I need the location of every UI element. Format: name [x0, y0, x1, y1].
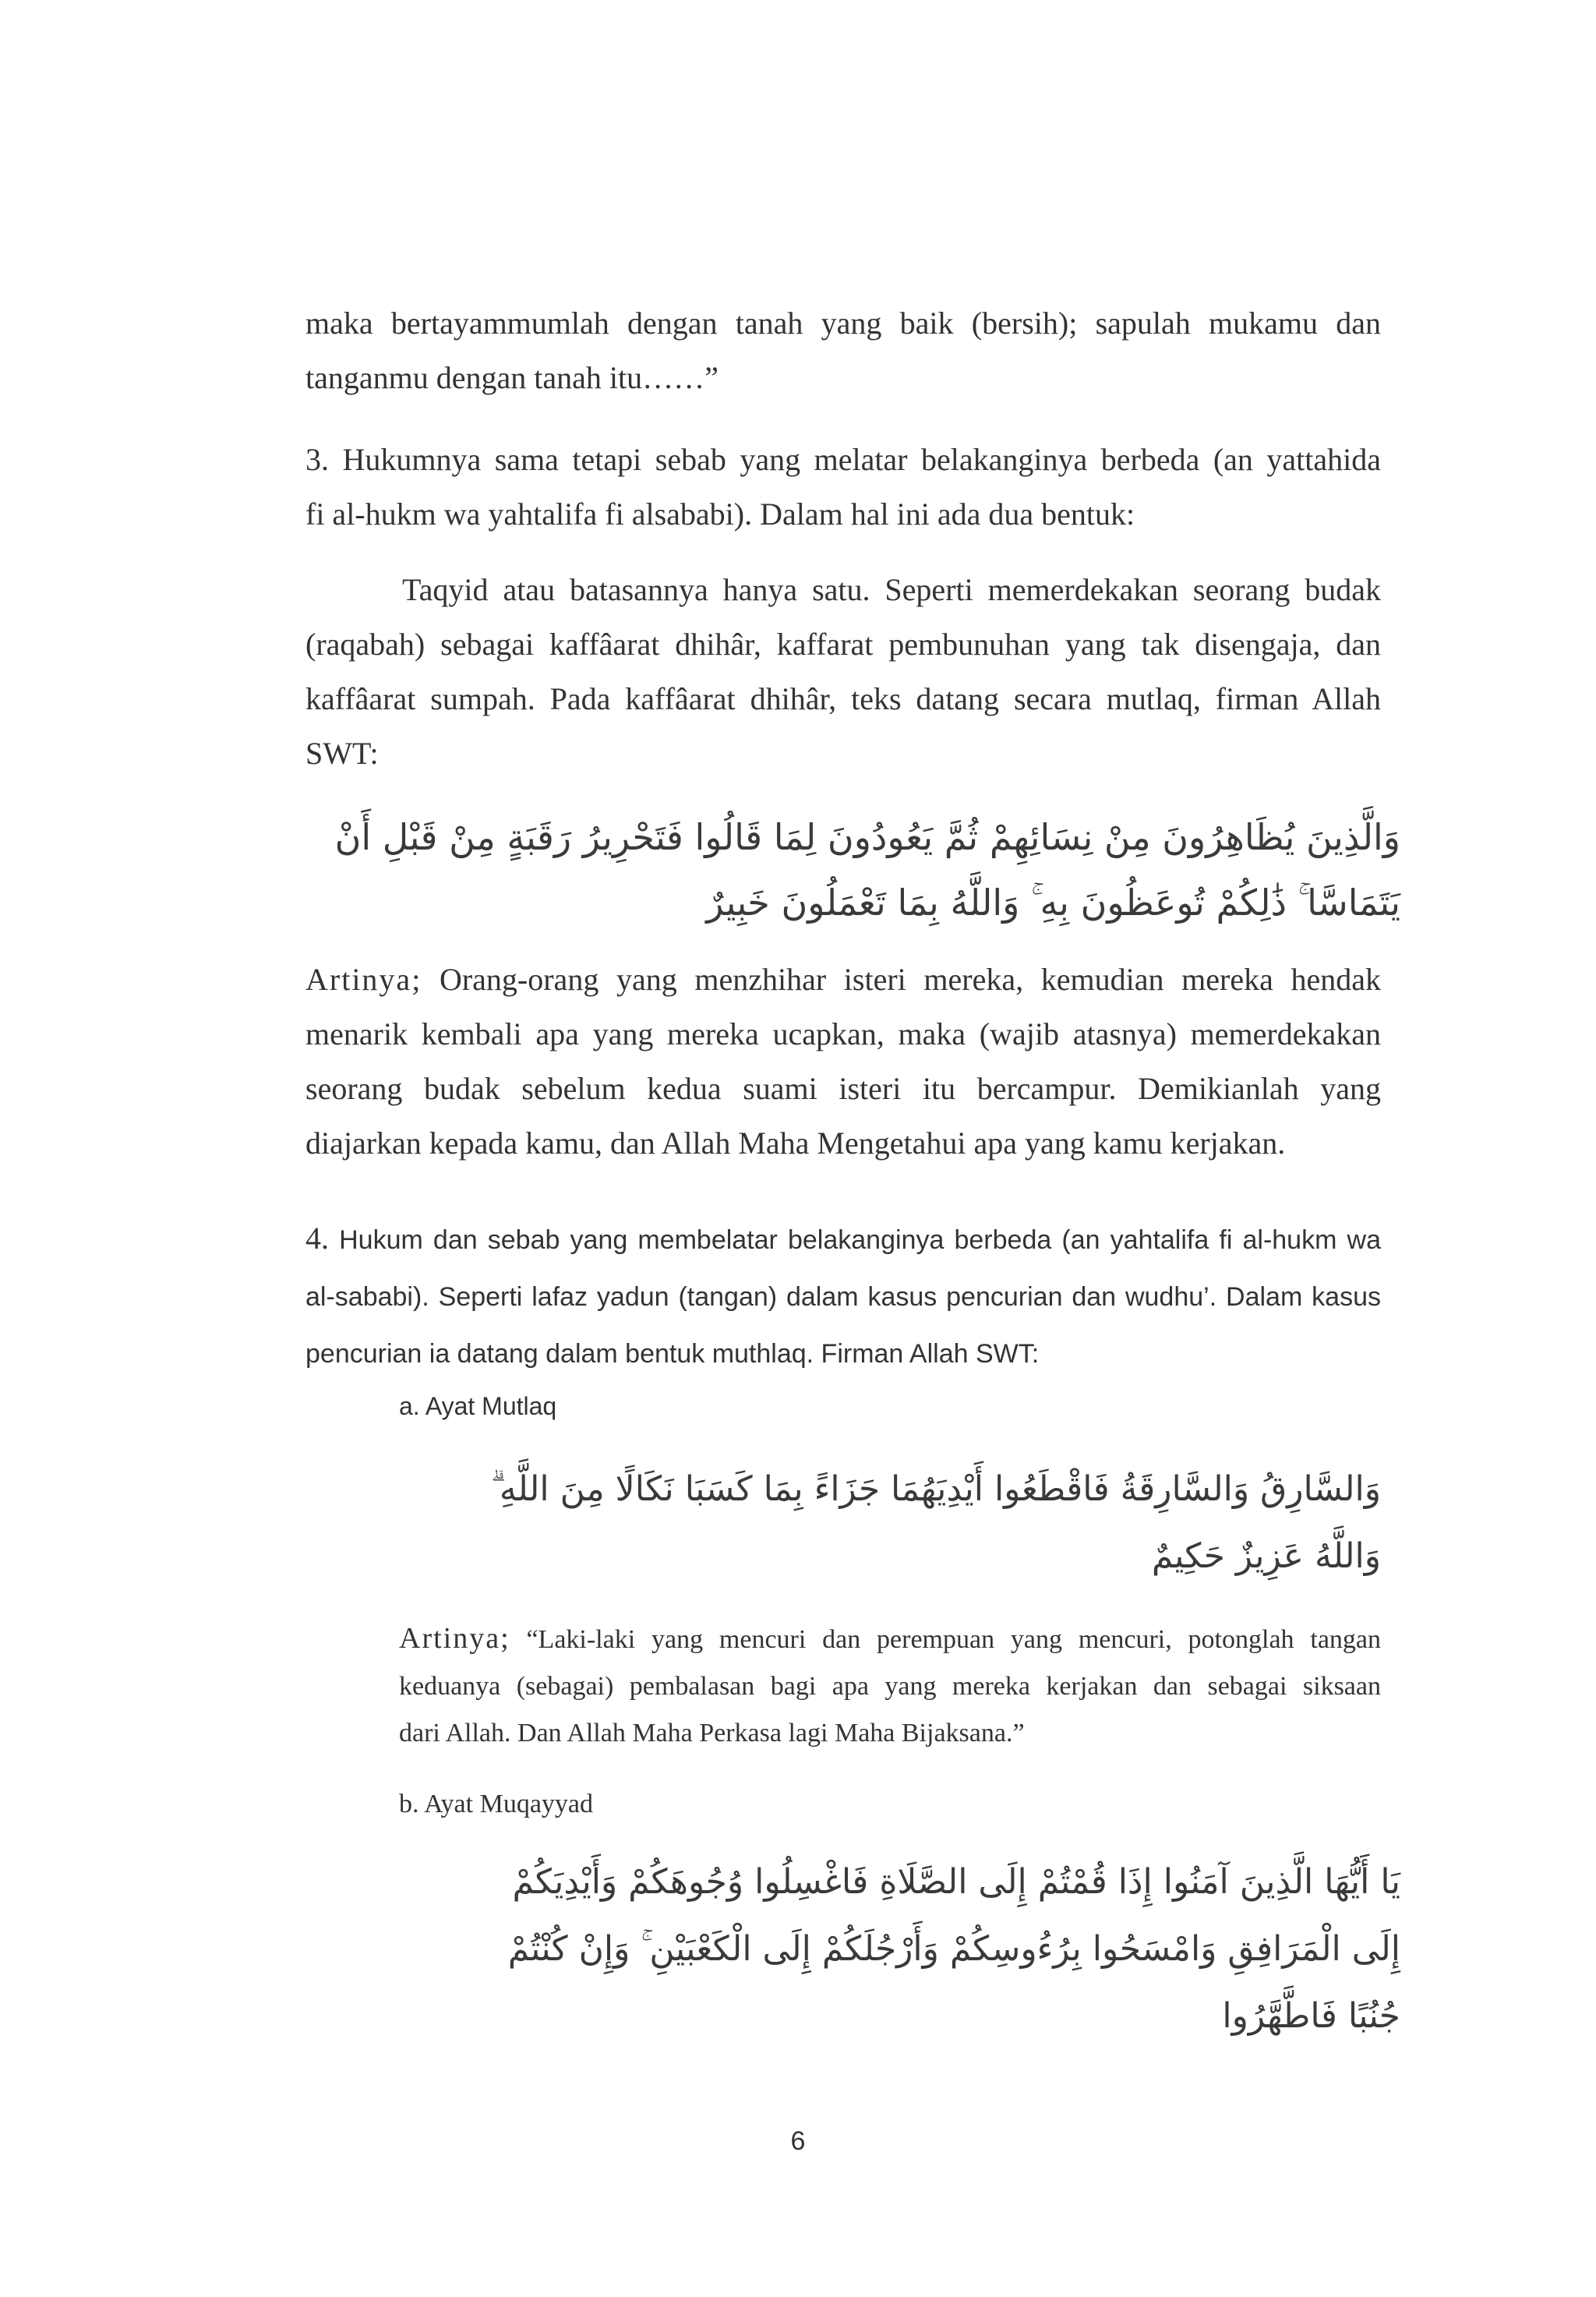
arabic-line: يَتَمَاسَّا ۚ ذَٰلِكُمْ تُوعَظُونَ بِهِ ۚ وَاللَّهُ بِمَا تَعْمَلُونَ خَبِيرٌ — [706, 882, 1400, 924]
paragraph-point-4 — [305, 1210, 1381, 1383]
paragraph-line — [399, 1615, 1381, 1663]
paragraph-continuation — [305, 296, 1381, 405]
translation-lead: Artinya; — [305, 962, 422, 997]
paragraph-line: SWT: — [305, 736, 379, 771]
paragraph-line: menarik kembali apa yang mereka ucapkan, maka (wajib atasnya) memerdekakan — [305, 1016, 1381, 1051]
translation-text: “Laki-laki yang mencuri dan perempuan yang mencuri, potonglah tangan — [510, 1625, 1381, 1654]
paragraph-line — [305, 952, 1381, 1007]
translation-dhihar — [305, 952, 1381, 1171]
paragraph-line: maka bertayammumlah dengan tanah yang baik (bersih); sapulah mukamu dan — [305, 306, 1381, 341]
translation-sariq — [399, 1615, 1381, 1757]
paragraph-text: Hukum dan sebab yang membelatar belakanginya berbeda (an yahtalifa fi al-hukm wa — [329, 1225, 1381, 1255]
arabic-line: يَا أَيُّهَا الَّذِينَ آمَنُوا إِذَا قُمْتُمْ إِلَى الصَّلَاةِ فَاغْسِلُوا وُجُوهَكُمْ وَأَيْدِيَكُمْ — [512, 1862, 1400, 1902]
paragraph-line: keduanya (sebagai) pembalasan bagi apa yang mereka kerjakan dan sebagai siksaan — [399, 1672, 1381, 1701]
arabic-line: جُنُبًا فَاطَّهَّرُوا — [1222, 1996, 1400, 2036]
paragraph-line: dari Allah. Dan Allah Maha Perkasa lagi Maha Bijaksana.” — [399, 1719, 1025, 1747]
list-number: 4. — [305, 1221, 329, 1256]
subheading-ayat-muqayyad: b. Ayat Muqayyad — [399, 1790, 594, 1818]
translation-lead: Artinya; — [399, 1622, 510, 1655]
paragraph-line: (raqabah) sebagai kaffâarat dhihâr, kaffarat pembunuhan yang tak disengaja, dan — [305, 627, 1381, 662]
paragraph-line: 3. Hukumnya sama tetapi sebab yang melatar belakanginya berbeda (an yattahida — [305, 442, 1381, 477]
subheading-ayat-mutlaq: a. Ayat Mutlaq — [399, 1392, 557, 1420]
arabic-line: وَالَّذِينَ يُظَاهِرُونَ مِنْ نِسَائِهِمْ ثُمَّ يَعُودُونَ لِمَا قَالُوا فَتَحْرِيرُ رَقَبَةٍ مِنْ قَبْلِ أَنْ — [334, 816, 1400, 858]
arabic-line: وَاللَّهُ عَزِيزٌ حَكِيمٌ — [1151, 1536, 1381, 1576]
paragraph-line: pencurian ia datang dalam bentuk muthlaq. Firman Allah SWT: — [305, 1339, 1040, 1369]
page-number: 6 — [790, 2126, 806, 2156]
arabic-verse-sariq — [399, 1456, 1381, 1590]
arabic-verse-dhihar — [305, 804, 1400, 935]
arabic-line: إِلَى الْمَرَافِقِ وَامْسَحُوا بِرُءُوسِكُمْ وَأَرْجُلَكُمْ إِلَى الْكَعْبَيْنِ ۚ وَإِنْ كُنْتُمْ — [507, 1929, 1400, 1969]
paragraph-line: seorang budak sebelum kedua suami isteri itu bercampur. Demikianlah yang — [305, 1071, 1381, 1106]
paragraph-line: al-sababi). Seperti lafaz yadun (tangan) dalam kasus pencurian dan wudhu’. Dalam kasus — [305, 1282, 1381, 1312]
arabic-verse-wudhu — [305, 1849, 1400, 2050]
paragraph-point-3 — [305, 433, 1381, 542]
paragraph-line — [305, 1210, 1381, 1269]
paragraph-line: tanganmu dengan tanah itu……” — [305, 360, 719, 395]
paragraph-line: fi al-hukm wa yahtalifa fi alsababi). Dalam hal ini ada dua bentuk: — [305, 497, 1135, 532]
paragraph-line: diajarkan kepada kamu, dan Allah Maha Mengetahui apa yang kamu kerjakan. — [305, 1126, 1286, 1161]
paragraph-taqyid — [305, 563, 1381, 781]
arabic-line: وَالسَّارِقُ وَالسَّارِقَةُ فَاقْطَعُوا أَيْدِيَهُمَا جَزَاءً بِمَا كَسَبَا نَكَالًا مِنَ اللَّهِ ۗ — [490, 1469, 1381, 1509]
translation-text: Orang-orang yang menzhihar isteri mereka, kemudian mereka hendak — [422, 962, 1381, 997]
paragraph-line: Taqyid atau batasannya hanya satu. Seperti memerdekakan seorang budak — [402, 572, 1381, 607]
paragraph-line: kaffâarat sumpah. Pada kaffâarat dhihâr, teks datang secara mutlaq, firman Allah — [305, 681, 1381, 716]
